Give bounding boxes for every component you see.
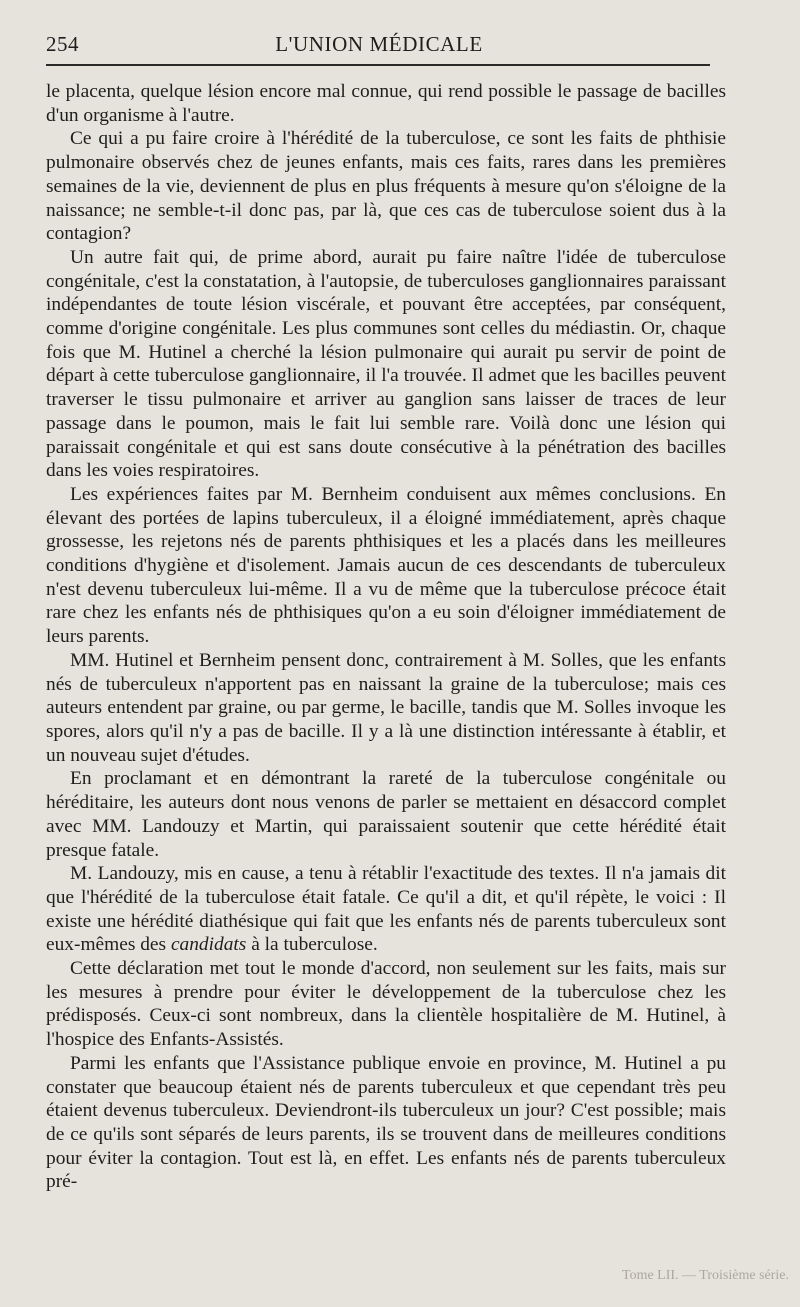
header-rule bbox=[46, 64, 710, 66]
page-header bbox=[46, 32, 712, 62]
faint-footer-text: Tome LII. — Troisième série. bbox=[622, 1268, 789, 1283]
paragraph-declaration: Cette déclaration met tout le monde d'accord, non seulement sur les faits, mais sur les mesures à prendre pour éviter le développement de la tuberculose chez les prédisposés. Ceux-ci sont nombreux, dans la clientèle hospitalière de M. Hutinel, à l'hospice des Enfants-Assistés. bbox=[46, 958, 726, 1051]
running-title: L'UNION MÉDICALE bbox=[275, 32, 483, 56]
emphasis-candidats: candidats bbox=[170, 934, 247, 956]
landouzy-text-after: à la tuberculose. bbox=[246, 934, 378, 956]
body-text bbox=[46, 80, 726, 1194]
paragraph-congenital-rarity: En proclamant et en démontrant la rareté de la tuberculose congénitale ou héréditaire, les auteurs dont nous venons de parler se mettaient en désaccord complet avec MM. Landouzy et Martin, qui paraissaient soutenir que cette hérédité était presque fatale. bbox=[46, 768, 726, 861]
paragraph-continuation: le placenta, quelque lésion encore mal connue, qui rend possible le passage de bacilles d'un organisme à l'autre. bbox=[46, 81, 726, 126]
paragraph-heredity-claim: Ce qui a pu faire croire à l'hérédité de la tuberculose, ce sont les faits de phthisie pulmonaire observés chez de jeunes enfants, mais ces faits, rares dans les premières semaines de la vie, deviennent de plus en plus fréquents à mesure qu'on s'éloigne de la naissance; ne semble-t-il donc pas, par là, que ces cas de tuberculose soient dus à la contagion? bbox=[46, 128, 726, 245]
paragraph-ganglionic-tuberculosis: Un autre fait qui, de prime abord, aurait pu faire naître l'idée de tuberculose congénitale, c'est la constatation, à l'autopsie, de tuberculoses ganglionnaires paraissant indépendantes de toute lésion viscérale, et pouvant être acceptées, par conséquent, comme d'origine congénitale. Les plus communes sont celles du médiastin. Or, chaque fois que M. Hutinel a cherché la lésion pulmonaire qui aurait pu servir de point de départ à cette tuberculose ganglionnaire, il l'a trouvée. Il admet que les bacilles peuvent traverser le tissu pulmonaire et arriver au ganglion sans laisser de traces de leur passage dans le poumon, mais le fait lui semble rare. Voilà donc une lésion qui paraissait congénitale et qui est sans doute consécutive à la pénétration des bacilles dans les voies respiratoires. bbox=[46, 246, 726, 482]
paragraph-landouzy bbox=[46, 862, 726, 957]
landouzy-text-before: M. Landouzy, mis en cause, a tenu à rétablir l'exactitude des textes. Il n'a jamais dit que l'hérédité de la tuberculose était fatale. Ce qu'il a dit, et qu'il répète, le voici : Il existe une hérédité diathésique qui fait que les enfants nés de parents tuberculeux sont eux-mêmes des bbox=[46, 863, 726, 956]
paragraph-assistance-publique: Parmi les enfants que l'Assistance publique envoie en province, M. Hutinel a pu constater que beaucoup étaient nés de parents tuberculeux et que cependant très peu étaient devenus tuberculeux. Deviendront-ils tuberculeux un jour? C'est possible; mais de ce qu'ils sont séparés de leurs parents, ils se trouvent dans de meilleures conditions pour éviter la contagion. Tout est là, en effet. Les enfants nés de parents tuberculeux pré- bbox=[46, 1052, 726, 1193]
paragraph-hutinel-bernheim: MM. Hutinel et Bernheim pensent donc, contrairement à M. Solles, que les enfants nés de tuberculeux n'apportent pas en naissant la graine de la tuberculose; mais ces auteurs entendent par graine, ou par germe, le bacille, tandis que M. Solles invoque les spores, alors qu'il n'y a pas de bacille. Il y a là une distinction intéressante à établir, et un nouveau sujet d'études. bbox=[46, 649, 726, 766]
paragraph-bernheim-experiments: Les expériences faites par M. Bernheim conduisent aux mêmes conclusions. En élevant des portées de lapins tuberculeux, il a éloigné immédiatement, après chaque grossesse, les rejetons nés de parents phthisiques et les a placés dans les meilleures conditions d'hygiène et d'isolement. Jamais aucun de ces descendants de tuberculeux n'est devenu tuberculeux lui-même. Il a vu de même que la tuberculose précoce était rare chez les enfants nés de phthisiques qu'on a eu soin d'éloigner immédiatement de leurs parents. bbox=[46, 483, 726, 648]
page-number: 254 bbox=[46, 32, 79, 56]
